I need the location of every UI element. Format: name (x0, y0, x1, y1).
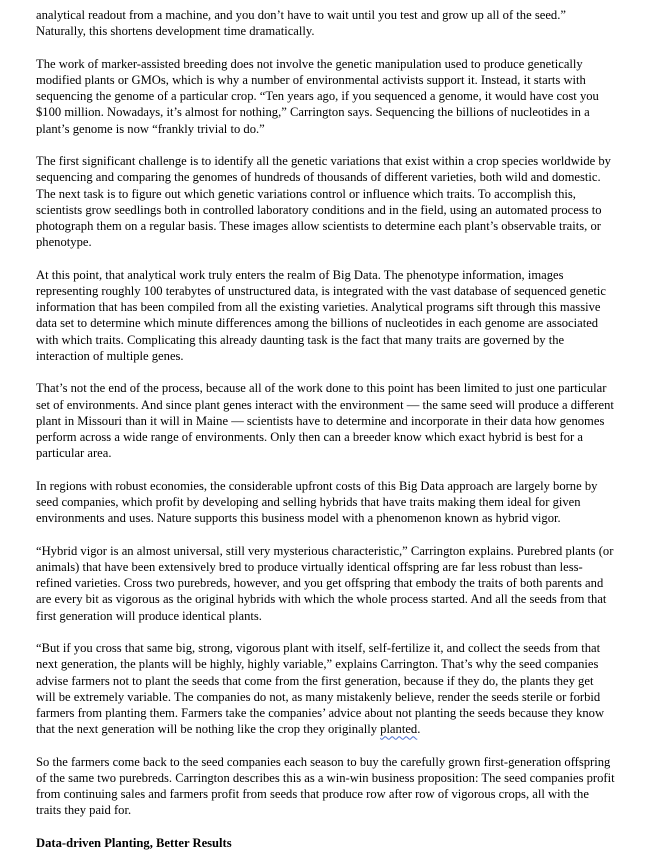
document-page (36, 7, 616, 851)
paragraph-2: The work of marker-assisted breeding does not involve the genetic manipulation used to produce genetically modified plants or GMOs, which is why a number of environmental activists support it. Instead, it starts with sequencing the genome of a particular crop. “Ten years ago, if you sequenced a genome, it would have cost you $100 million. Nowadays, it’s almost for nothing,” Carrington says. Sequencing the billions of nucleotides in a plant’s genome is now “frankly trivial to do.” (36, 56, 599, 136)
paragraph-1: analytical readout from a machine, and you don’t have to wait until you test and grow up all of the seed.” Naturally, this shortens development time dramatically. (36, 8, 566, 39)
paragraph-6: In regions with robust economies, the considerable upfront costs of this Big Data approach are largely borne by seed companies, which profit by developing and selling hybrids that have traits making them ideal for given environments and uses. Nature supports this business model with a phenomenon known as hybrid vigor. (36, 478, 598, 526)
paragraph-5: That’s not the end of the process, because all of the work done to this point has been limited to just one particular set of environments. And since plant genes interact with the environment — the same seed will produce a different plant in Missouri than it will in Maine — scientists have to determine and incorporate in their data how genomes perform across a wide range of environments. Only then can a breeder know which exact hybrid is best for a particular area. (36, 381, 614, 461)
spellcheck-flagged-word[interactable]: planted (380, 722, 418, 737)
paragraph-9: So the farmers come back to the seed companies each season to buy the carefully grown first-generation offspring of the same two purebreds. Carrington describes this as a win-win business proposition: The seed companies profit from continuing sales and farmers profit from seeds that produce row after row of vigorous crops, all with the traits they paid for. (36, 754, 615, 818)
paragraph-3: The first significant challenge is to identify all the genetic variations that exist within a crop species worldwide by sequencing and comparing the genomes of hundreds of thousands of different varieties, both wild and domestic. The next task is to figure out which genetic variations control or influence which traits. To accomplish this, scientists grow seedlings both in controlled laboratory conditions and in the field, using an automated process to photograph them on a regular basis. These images allow scientists to determine each plant’s observable traits, or phenotype. (36, 154, 611, 250)
section-heading: Data-driven Planting, Better Results (36, 836, 232, 851)
paragraph-8-end: . (417, 722, 421, 737)
paragraph-8-text: “But if you cross that same big, strong, vigorous plant with itself, self-fertilize it, and collect the seeds from that next generation, the plants will be highly, highly variable,” explains Carrington. That’s why the seed companies advise farmers not to plant the seeds that come from the first generation, because if they do, the plants they get will be extremely variable. The companies do not, as many mistakenly believe, render the seeds sterile or forbid farmers from planting them. Farmers take the companies’ advice about not planting the seeds because they know that the next generation will be nothing like the crop they originally (36, 641, 605, 737)
paragraph-7: “Hybrid vigor is an almost universal, still very mysterious characteristic,” Carrington explains. Purebred plants (or animals) that have been extensively bred to produce virtually identical offspring are far less robust than less-refined varieties. Cross two purebreds, however, and you get offspring that embody the traits of both parents and are every bit as vigorous as the original hybrids with which the whole process started. And all the seeds from that first generation will produce identical plants. (36, 543, 614, 623)
paragraph-8 (36, 640, 616, 737)
paragraph-4: At this point, that analytical work truly enters the realm of Big Data. The phenotype information, images representing roughly 100 terabytes of unstructured data, is integrated with the vast database of sequenced genetic information that has been compiled from all the existing varieties. Analytical programs sift through this massive data set to determine which minute differences among the billions of nucleotides in each genome are associated with which traits. Complicating this already daunting task is the fact that many traits are governed by the interaction of multiple genes. (36, 267, 607, 363)
